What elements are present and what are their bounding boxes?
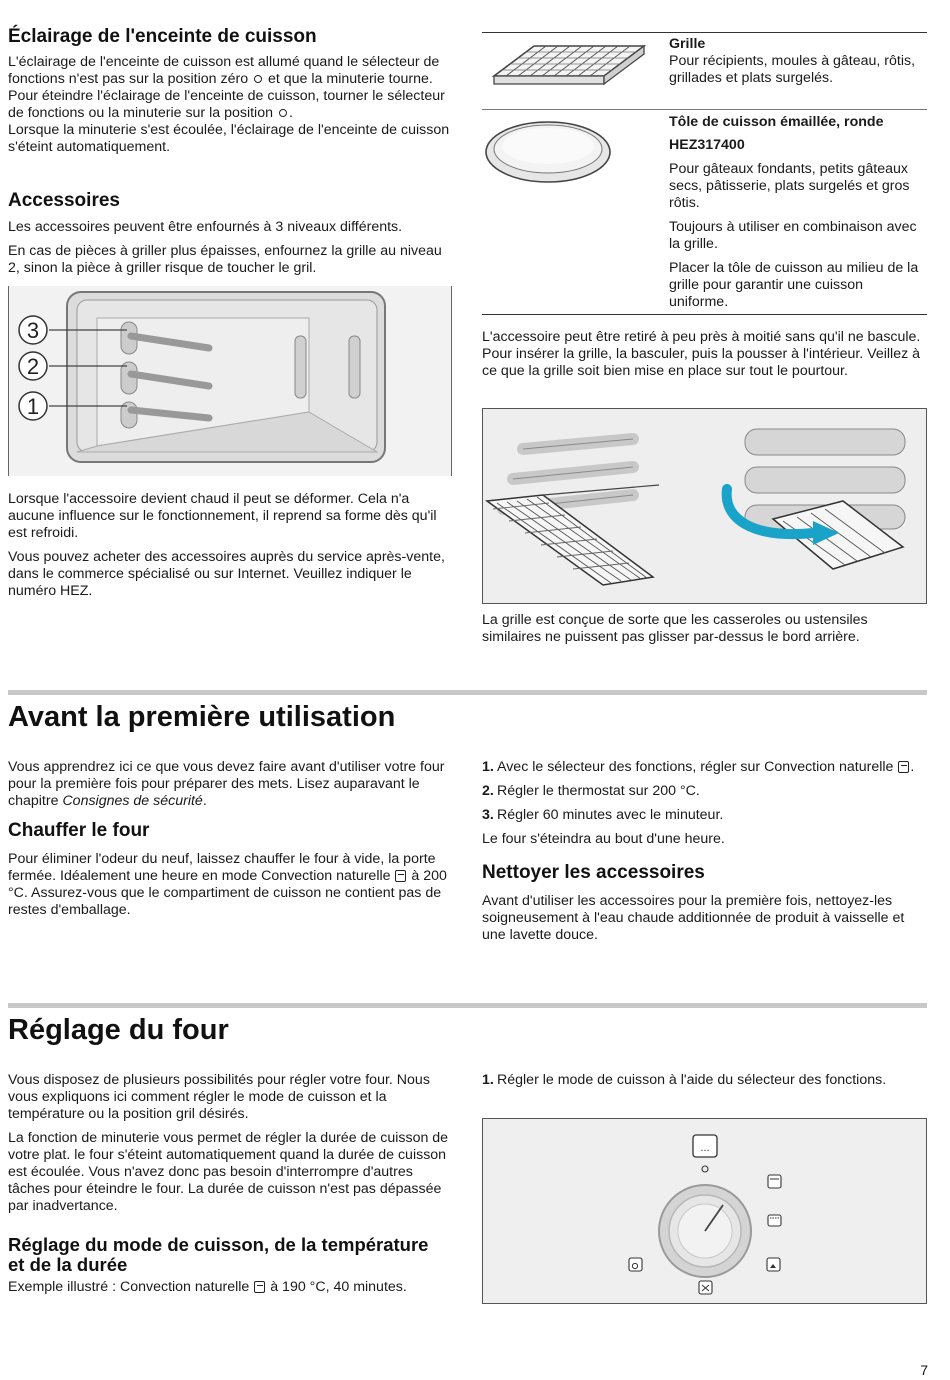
level-1-label: 1: [26, 394, 40, 419]
accessories-section: [8, 190, 450, 284]
level-2-label: 2: [26, 354, 40, 379]
accessory-table-mid-rule: [482, 109, 927, 110]
level-3-label: 3: [26, 318, 40, 343]
settings-left-column: [8, 1072, 450, 1303]
first-use-intro: Vous apprendrez ici ce que vous devez faire avant d'utiliser votre four pour la première fois pour préparer des mets. Lisez auparavant le chapitre Consignes de sécurité.: [8, 759, 445, 809]
settings-paragraph-1: Vous disposez de plusieurs possibilités pour régler votre four. Nous vous expliquons ici comment régler le mode de cuisson et la température ou la position gril désirés.: [8, 1072, 430, 1122]
convection-icon: [395, 870, 406, 882]
settings-right-column: [482, 1072, 922, 1096]
grill-tilt-drawing: [483, 409, 926, 603]
round-baking-tray-icon: [484, 116, 614, 186]
clean-accessories-text: Avant d'utiliser les accessoires pour la première fois, nettoyez-les soigneusement à l'eau chaude additionnée de produit à vaisselle et une lavette douce.: [482, 893, 905, 943]
settings-steps: [482, 1072, 922, 1089]
convection-icon: [254, 1281, 265, 1293]
first-use-section-heading: [8, 700, 395, 734]
oven-cavity-drawing: [9, 286, 453, 476]
lighting-section: [8, 26, 450, 163]
accessories-title: Accessoires: [8, 190, 120, 211]
clean-accessories-title: Nettoyer les accessoires: [482, 862, 705, 883]
convection-icon: [898, 761, 909, 773]
accessories-paragraph-3: Lorsque l'accessoire devient chaud il peut se déformer. Cela n'a aucune influence sur le fonctionnement, il reprend sa forme dès qu'il est refroidi.: [8, 491, 437, 541]
fan-grill-mode-icon: [767, 1258, 780, 1271]
grille-name: Grille: [669, 36, 706, 52]
off-position-icon: [702, 1166, 708, 1172]
settings-paragraph-2: La fonction de minuterie vous permet de régler la durée de cuisson de votre plat. le four s'éteint automatiquement quand la durée de cuisson est écoulée. Vous n'avez donc pas besoin d'interrompre d'autres tâches pour éteindre le four. La durée de cuisson n'est pas dépassée par inadvertance.: [8, 1130, 449, 1214]
svg-text:...: ...: [700, 1142, 710, 1154]
lighting-paragraph-2: Lorsque la minuterie s'est écoulée, l'éclairage de l'enceinte de cuisson s'éteint automatiquement.: [8, 122, 450, 155]
first-use-left-column: [8, 759, 450, 926]
first-use-steps: [482, 759, 922, 824]
first-use-step-2: 2. Régler le thermostat sur 200 °C.: [482, 783, 700, 799]
grill-mode-icon: [768, 1215, 781, 1226]
first-use-right-column: [482, 759, 922, 951]
settings-section-heading: [8, 1013, 229, 1047]
page-number: 7: [920, 1362, 928, 1378]
accessories-paragraph-2: En cas de pièces à griller plus épaisses, enfournez la grille au niveau 2, sinon la pièce à griller risque de toucher le gril.: [8, 243, 442, 276]
baking-tray-text-1: Pour gâteaux fondants, petits gâteaux secs, pâtisserie, plats surgelés et gros rôtis.: [669, 161, 910, 211]
heat-oven-title: Chauffer le four: [8, 820, 150, 841]
baking-tray-text-2: Toujours à utiliser en combinaison avec la grille.: [669, 219, 917, 252]
accessory-table-top-rule: [482, 32, 927, 33]
lighting-title: Éclairage de l'enceinte de cuisson: [8, 26, 317, 47]
after-steps-text: Le four s'éteindra au bout d'une heure.: [482, 831, 725, 847]
baking-tray-name: Tôle de cuisson émaillée, ronde: [669, 114, 884, 130]
safety-chapter-reference: Consignes de sécurité: [62, 793, 203, 809]
grille-icon: [484, 40, 654, 100]
first-use-title: Avant la première utilisation: [8, 701, 396, 733]
zero-position-icon: [254, 75, 262, 83]
baking-tray-text-3: Placer la tôle de cuisson au milieu de la grille pour garantir une cuisson uniforme.: [669, 260, 919, 310]
zero-position-icon: [279, 109, 287, 117]
grille-description: [669, 36, 927, 87]
grill-insertion-illustration: [482, 408, 927, 604]
accessories-paragraph-1: Les accessoires peuvent être enfournés à 3 niveaux différents.: [8, 219, 403, 235]
accessory-table-bottom-rule: [482, 314, 927, 315]
first-use-step-3: 3. Régler 60 minutes avec le minuteur.: [482, 807, 724, 823]
first-use-rule: [8, 690, 927, 695]
convection-mode-icon: [768, 1175, 781, 1188]
baking-tray-code: HEZ317400: [669, 137, 745, 153]
accessories-paragraph-4: Vous pouvez acheter des accessoires auprès du service après-vente, dans le commerce spécialisé ou sur Internet. Veuillez indiquer le numéro HEZ.: [8, 549, 445, 599]
heat-oven-text: Pour éliminer l'odeur du neuf, laissez chauffer le four à vide, la porte fermée. Idéalement une heure en mode Convection naturelle à 200 °C. Assurez-vous que le compartiment de cuisson ne contient pas de restes d'emballage.: [8, 851, 447, 918]
function-selector-drawing: [483, 1119, 926, 1303]
settings-subtitle: Réglage du mode de cuisson, de la température et de la durée: [8, 1234, 429, 1275]
baking-tray-description: [669, 114, 919, 318]
lighting-paragraph-1: L'éclairage de l'enceinte de cuisson est allumé quand le sélecteur de fonctions n'est pas sur la position zéro et que la minuterie tourne. Pour éteindre l'éclairage de l'enceinte de cuisson, tourner le sélecteur de fonctions ou la minuterie sur la position .: [8, 54, 445, 121]
function-selector-illustration: [482, 1118, 927, 1304]
settings-example: Exemple illustré : Convection naturelle à 190 °C, 40 minutes.: [8, 1279, 407, 1295]
settings-title: Réglage du four: [8, 1014, 229, 1046]
grille-text: Pour récipients, moules à gâteau, rôtis, grillades et plats surgelés.: [669, 53, 916, 86]
accessories-notes: [8, 491, 450, 607]
oven-levels-illustration: [8, 286, 452, 476]
first-use-step-1: 1. Avec le sélecteur des fonctions, régler sur Convection naturelle .: [482, 759, 915, 775]
settings-step-1: 1. Régler le mode de cuisson à l'aide du sélecteur des fonctions.: [482, 1072, 887, 1088]
tilt-instructions: L'accessoire peut être retiré à peu près à moitié sans qu'il ne bascule. Pour insérer la grille, la basculer, puis la pousser à l'intérieur. Veillez à ce que la grille soit bien mise en place sur tout le pourtour.: [482, 329, 921, 379]
settings-rule: [8, 1003, 927, 1008]
grill-note: La grille est conçue de sorte que les casseroles ou ustensiles similaires ne puissent pas glisser par-dessus le bord arrière.: [482, 612, 868, 645]
